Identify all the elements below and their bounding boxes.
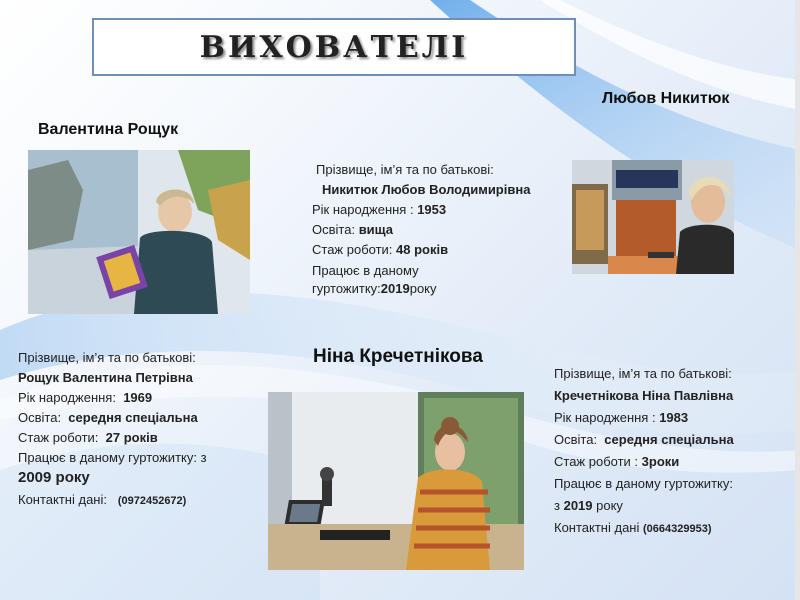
info-nykytiuk: [312, 160, 530, 298]
value-dorm: 2019: [563, 498, 593, 513]
photo-nykytiuk: [572, 160, 734, 274]
label-birth: Рік народження :: [312, 202, 414, 217]
label-contacts: Контактні дані: [554, 520, 640, 535]
label-dorm: Працює в даному: [312, 263, 419, 278]
value-education: вища: [358, 222, 394, 237]
label-experience: Стаж роботи:: [18, 430, 99, 445]
label-experience: Стаж роботи :: [554, 454, 639, 469]
value-dorm: 2009 року: [18, 469, 90, 486]
label-birth: Рік народження:: [18, 390, 116, 405]
label-fullname: Прізвище, ім’я та по батькові:: [316, 162, 494, 177]
value-birth: 1969: [123, 390, 153, 405]
info-krechetnikova: [554, 363, 734, 540]
value-fullname: Рощук Валентина Петрівна: [18, 370, 193, 385]
value-contacts: (0664329953): [643, 523, 712, 535]
teacher-name-nykytiuk: Любов Никитюк: [602, 90, 730, 107]
label-contacts: Контактні дані:: [18, 492, 107, 507]
photo-roshchuk: [28, 150, 250, 314]
value-experience: 48 років: [396, 242, 449, 257]
info-roshchuk: [18, 348, 207, 511]
teacher-name-roshchuk: Валентина Рощук: [38, 121, 179, 138]
label-fullname: Прізвище, ім’я та по батькові:: [554, 366, 732, 381]
value-experience: 3роки: [641, 454, 680, 469]
label-dorm: Працює в даному гуртожитку:: [554, 476, 733, 491]
label-dorm-2: гуртожитку:: [312, 281, 381, 296]
value-fullname: Кречетнікова Ніна Павлівна: [554, 388, 734, 403]
teacher-name-krechetnikova: Ніна Кречетнікова: [313, 346, 483, 367]
value-contacts: (0972452672): [117, 495, 187, 507]
label-education: Освіта:: [312, 222, 356, 237]
value-education: середня спеціальна: [68, 410, 198, 425]
value-birth: 1953: [417, 202, 447, 217]
label-birth: Рік народження :: [554, 410, 656, 425]
slide-title: ВИХОВАТЕЛІ: [199, 29, 469, 65]
label-education: Освіта:: [554, 432, 598, 447]
label-experience: Стаж роботи:: [312, 242, 393, 257]
label-fullname: Прізвище, ім’я та по батькові:: [18, 350, 196, 365]
label-dorm-prefix: з: [554, 498, 560, 513]
value-experience: 27 років: [105, 430, 158, 445]
photo-krechetnikova: [268, 392, 524, 570]
value-fullname: Никитюк Любов Володимирівна: [322, 182, 531, 197]
value-dorm: 2019: [380, 281, 410, 296]
label-dorm-suffix: року: [409, 281, 437, 296]
title-box: [92, 18, 576, 76]
label-dorm-suffix: року: [596, 498, 623, 513]
label-dorm: Працює в даному гуртожитку: з: [18, 450, 207, 465]
label-education: Освіта:: [18, 410, 62, 425]
value-education: середня спеціальна: [604, 432, 734, 447]
value-birth: 1983: [659, 410, 689, 425]
